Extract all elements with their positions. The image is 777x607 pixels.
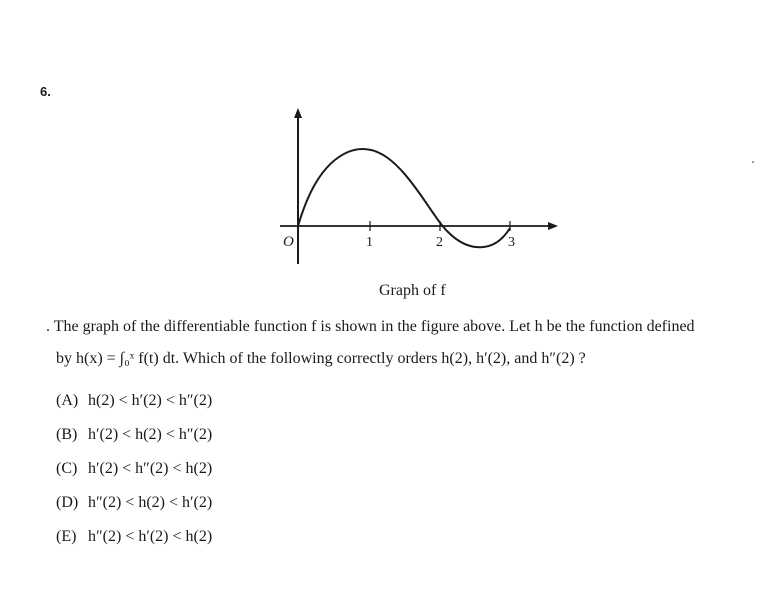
answer-choice-a[interactable] [56, 392, 212, 410]
origin-label: O [283, 234, 294, 250]
question-number: 6. [40, 84, 51, 99]
question-text-line-1: . The graph of the differentiable function f is shown in the figure above. Let h be the function defined [46, 318, 695, 335]
graph-caption: Graph of f [379, 282, 446, 299]
scan-speck [752, 161, 754, 163]
choice-text: h″(2) < h(2) < h′(2) [88, 494, 213, 511]
answer-choice-e[interactable] [56, 528, 212, 546]
answer-choice-c[interactable] [56, 460, 212, 478]
choice-label: (D) [56, 494, 79, 511]
choice-text: h′(2) < h(2) < h″(2) [88, 426, 213, 443]
choice-text: h′(2) < h″(2) < h(2) [88, 460, 213, 477]
answer-choice-b[interactable] [56, 426, 212, 444]
y-axis-arrow [294, 108, 302, 118]
tick-label-2: 2 [436, 235, 443, 250]
question-text-line-2: by h(x) = ∫₀ˣ f(t) dt. Which of the following correctly orders h(2), h′(2), and h″(2) ? [56, 350, 586, 367]
graph-of-f [270, 104, 570, 272]
choice-text: h(2) < h′(2) < h″(2) [88, 392, 213, 409]
curve-f [298, 149, 510, 247]
answer-choice-d[interactable] [56, 494, 212, 512]
choice-text: h″(2) < h′(2) < h(2) [88, 528, 213, 545]
choice-label: (E) [56, 528, 77, 545]
choice-label: (A) [56, 392, 79, 409]
x-axis-arrow [548, 222, 558, 230]
choice-label: (B) [56, 426, 78, 443]
tick-label-3: 3 [508, 235, 515, 250]
choice-label: (C) [56, 460, 78, 477]
tick-label-1: 1 [366, 235, 373, 250]
